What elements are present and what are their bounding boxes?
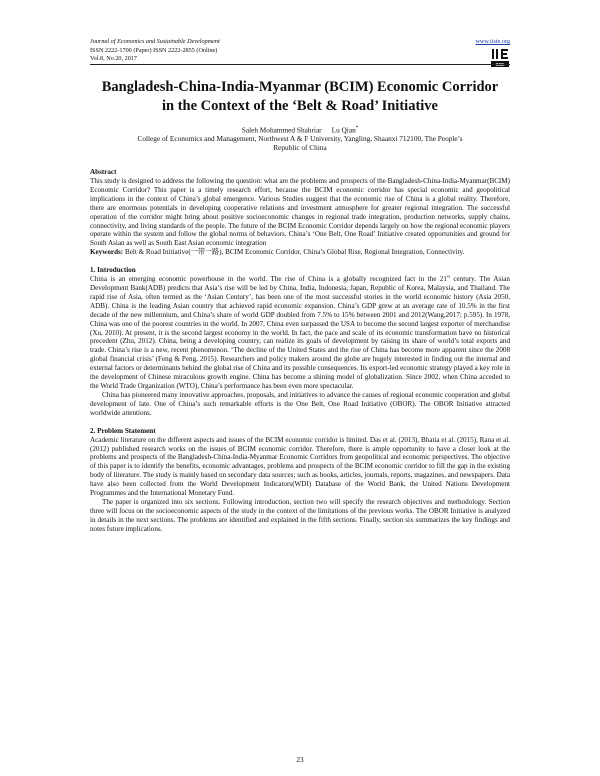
keywords-label: Keywords: <box>90 248 124 257</box>
paper-body <box>90 168 510 534</box>
header-divider <box>90 64 510 65</box>
journal-name: Journal of Economics and Sustainable Development <box>90 38 220 45</box>
keywords <box>90 248 510 257</box>
journal-header <box>90 38 510 67</box>
abstract-text: This study is designed to address the following the question: what are the problems and prospects of the Bangladesh-China-India-Myanmar(BCIM) Economic Corridor? This paper is a timely research effort, because the BCIM economic corridor has special economic and geopolitical implications in the context of China’s global emergence. Various Studies suggest that the economic rise of China is a global reality. Therefore, there are enormous potentials in developing cooperative relations and investment atmosphere for greater regional integration. The successful operation of the corridor might bring about positive socioeconomic changes in regional trade integration, production networks, supply chains, connectivity, and living standards of the people. The future of the BCIM Economic Corridor depends largely on how the regional economic players operate within the system and follow the global norms of behaviors. China’s ‘One Belt, One Road’ Initiative created opportunities and ground for South Asian as well as South East Asian economic integration <box>90 176 510 248</box>
page-number: 23 <box>296 755 304 764</box>
volume-line: Vol.8, No.20, 2017 <box>90 55 137 63</box>
ordinal-suffix: st <box>446 273 450 279</box>
logo-text: IISE <box>495 62 505 67</box>
author-2: Lu Qian <box>331 125 356 135</box>
section-2-paragraph-1: Academic literature on the different aspects and issues of the BCIM economic corridor is limited. Das et al. (2013), Bhatia et al. (2015), Rana et al. (2012) published research works on the issues of BCIM economic corridor. Therefore, there is ample opportunity to have a closer look at the problems and prospects of the Bangladesh-China-India-Myanmar Economic Corridors from geopolitical and economic perspectives. The objective of this paper is to identify the benefits, economic advantages, problems and prospects of the BCIM economic corridor to fill the gap in the existing body of literature. The study is mainly based on secondary data sources; such as books, articles, journals, reports, magazines, and newspapers. Data have also been collected from the World Development Indicators(WDI) Database of the World Bank, the United Nations Development Programmes and the International Monetary Fund. <box>90 435 510 498</box>
affiliation <box>90 134 510 152</box>
author-list <box>90 124 510 134</box>
issn-line: ISSN 2222-1700 (Paper) ISSN 2222-2855 (Online) <box>90 46 218 54</box>
paper-title <box>90 78 510 115</box>
section-1-p1-start: China is an emerging economic powerhouse in the world. The rise of China is a globally recognized fact in the 21 <box>90 275 447 284</box>
affiliation-line-2: Republic of China <box>273 143 327 153</box>
author-1: Saleh Mohammed Shahriar <box>241 125 322 135</box>
section-1-paragraph-2: China has pioneered many innovative approaches, proposals, and initiatives to advance the causes of regional economic cooperation and global development of late. One of China’s such remarkable efforts is the One Belt, One Road Initiative (OBOR). The OBOR Initiative attracted worldwide attentions. <box>90 391 510 417</box>
abstract-heading: Abstract <box>90 168 117 176</box>
section-1-p1-rest: century. The Asian Development Bank(ADB) predicts that Asia’s rise will be led by China, India, Indonesia, Japan, Republic of Korea, Malaysia, and Thailand. The rapid rise of Asia, often termed as the ‘Asian Century’, has been one of the most successful stories in the world economic history (Asia 2050, ADB). China is the leading Asian country that achieved rapid economic expansion. China’s GDP grew at an average rate of 10.5% in the first decade of the new millennium, and China’s share of world GDP doubled from 7.5% to 15% between 2001 and 2012(Wang,2017; p.595). In 1978, China was one of the poorest countries in the world. In 2007, China even surpassed the USA to become the second largest exporter of merchandise (Xu, 2010). At present, it is the second largest economy in the world. In fact, the pace and scale of its economic transformation have no historical precedent (Zhu, 2012). China, being a developing country, can realize its goals of development by raising its share of world’s total exports and trade. China’s rise is a new, recent phenomenon. ‘The decline of the United States and the rise of China has become more apparent since the 2008 global financial crisis’ (Feng & Peng, 2015). Researchers and policy makers around the globe are hugely interested in finding out the internal and external factors or determinants behind the global rise of China and its possible consequences. Its export-led economic strategy played a key role in the development of Chinese miraculous growth engine. China has become a shining model of globalization. Since 2002, when China acceded to the World Trade Organization (WTO), China’s performance has been even more spectacular. <box>90 275 510 391</box>
section-2-heading: 2. Problem Statement <box>90 426 156 435</box>
title-line-1: Bangladesh-China-India-Myanmar (BCIM) Economic Corridor <box>101 79 499 95</box>
section-2-paragraph-2: The paper is organized into six sections. Following introduction, section two will specify the research objectives and methodology. Section three will focus on the socioeconomic aspects of the study in the context of the limitations of the previous works. The OBOR Initiative is analyzed in details in the next sections. The problems are identified and explained in the fifth sections. Finally, section six summarizes the key findings and notes future implications. <box>90 498 510 533</box>
title-line-2: in the Context of the ‘Belt & Road’ Initiative <box>161 97 438 114</box>
iiste-logo-icon <box>490 47 510 69</box>
section-1-heading: 1. Introduction <box>90 266 136 275</box>
corresponding-mark: * <box>355 126 359 131</box>
journal-url-link[interactable]: www.iiste.org <box>475 38 510 45</box>
section-1-paragraph-1 <box>90 275 510 391</box>
affiliation-line-1: College of Economics and Management, Northwest A & F University, Yangling, Shaanxi 712100, The People’s <box>137 134 463 143</box>
keywords-text: Belt & Road Initiative(一带一路), BCIM Economic Corridor, China’s Global Rise, Regional Integration, Connectivity. <box>123 248 465 257</box>
